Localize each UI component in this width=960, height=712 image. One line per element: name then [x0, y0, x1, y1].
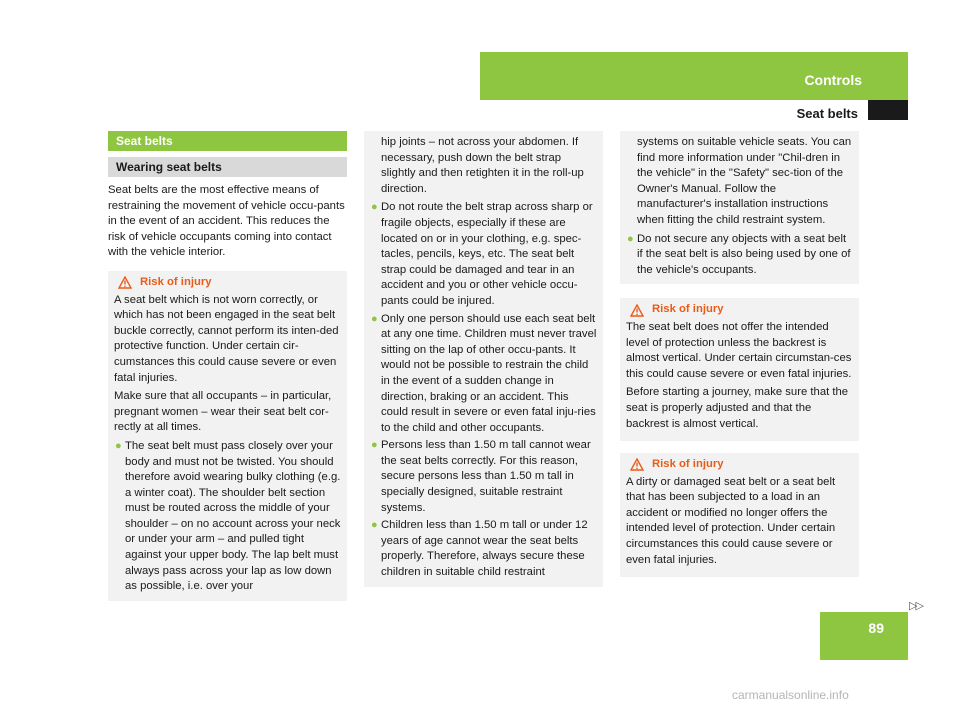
bullet-icon: ●	[115, 439, 122, 452]
bullet-icon: ●	[627, 232, 634, 245]
list-item	[626, 232, 853, 279]
list-item-text: Do not route the belt strap across sharp or fragile objects, especially if these are located on or in your clothing, e.g. spec-tacles, pencils, keys, etc. The seat belt strap could be damaged and tear in an accident and you or other vehicle occu-pants could be injured.	[381, 201, 593, 307]
warning-paragraph: Make sure that all occupants – in particular, pregnant women – wear their seat belt cor-rectly at all times.	[114, 390, 332, 434]
page-number: 89	[868, 620, 884, 636]
warning-title-text: Risk of injury	[652, 458, 724, 471]
warning-box-continued	[620, 131, 859, 284]
warning-box	[620, 453, 859, 577]
list-item-text: The seat belt must pass closely over your body and must not be twisted. You should therefore avoid wearing bulky clothing (e.g. a winter coat). The shoulder belt section must be routed across the middle of your shoulder – on no account across your neck or under your arm – and pulled tight against your upper body. The lap belt must always pass across your lap as low down as possible, i.e. over your	[125, 439, 341, 593]
warning-box-continued	[364, 131, 603, 587]
continued-text: hip joints – not across your abdomen. If necessary, push down the belt strap slightly and then retighten it in the roll-up direction.	[381, 136, 584, 195]
list-item	[114, 439, 341, 595]
warning-paragraph: A seat belt which is not worn correctly, or which has not been engaged in the seat belt buckle correctly, cannot perform its inten-ded protective function. Under certain cir-cumstances this could cause severe or even fatal injuries.	[114, 293, 339, 384]
warning-title-text: Risk of injury	[140, 275, 212, 288]
warning-title	[114, 275, 341, 291]
warning-box	[108, 271, 347, 601]
warning-title	[626, 457, 853, 473]
continue-arrows-icon: ▷▷	[909, 600, 922, 612]
page-title: Seat belts	[796, 106, 858, 121]
warning-title-text: Risk of injury	[652, 303, 724, 316]
subsection-heading: Wearing seat belts	[108, 157, 347, 177]
column-2	[364, 131, 603, 587]
warning-paragraph: Before starting a journey, make sure that the seat is properly adjusted and that the backrest is almost vertical.	[626, 386, 849, 430]
warning-paragraph: The seat belt does not offer the intended level of protection unless the backrest is almost vertical. Under certain circumstan-ces this could cause severe or even fatal injuries.	[626, 320, 852, 380]
list-item-text: Do not secure any objects with a seat belt if the seat belt is also being used by one of the vehicle's occupants.	[637, 232, 851, 276]
warning-triangle-icon	[630, 458, 644, 471]
list-item	[370, 312, 597, 437]
section-title: Controls	[804, 72, 862, 88]
watermark: carmanualsonline.info	[732, 688, 849, 702]
warning-triangle-icon	[630, 304, 644, 317]
section-heading: Seat belts	[108, 131, 347, 151]
column-3	[620, 131, 859, 577]
warning-paragraph: A dirty or damaged seat belt or a seat belt that has been subjected to a load in an accident or modified no longer offers the intended level of protection. Under certain circumstances this could cause severe or even fatal injuries.	[626, 475, 836, 566]
list-item	[370, 518, 597, 580]
header-tab-marker	[868, 100, 908, 120]
bullet-icon: ●	[371, 519, 378, 532]
bullet-icon: ●	[371, 201, 378, 214]
list-item	[370, 200, 597, 309]
list-item-text: Only one person should use each seat belt at any one time. Children must never travel sitting on the lap of other occu-pants. It would not be possible to restrain the child in the event of a sudden change in direction, braking or an accident. This could result in severe or even fatal inju-ries to the child and other occupants.	[381, 312, 597, 434]
column-1	[108, 131, 347, 601]
list-item-text: Persons less than 1.50 m tall cannot wear the seat belts correctly. For this reason, secure persons less than 1.50 m tall in specially designed, suitable restraint systems.	[381, 439, 591, 514]
bullet-icon: ●	[371, 439, 378, 452]
continued-text: systems on suitable vehicle seats. You can find more information under "Chil-dren in the vehicle" in the "Safety" sec-tion of the Owner's Manual. Follow the manufacturer's installation instructions when fitting the child restraint system.	[637, 136, 852, 226]
list-item-text: Children less than 1.50 m tall or under 12 years of age cannot wear the seat belts properly. Therefore, always secure these children in suitable child restraint	[381, 519, 588, 579]
warning-title	[626, 302, 853, 318]
warning-triangle-icon	[118, 276, 132, 289]
bullet-icon: ●	[371, 312, 378, 325]
list-item	[370, 438, 597, 516]
warning-box	[620, 298, 859, 441]
intro-paragraph: Seat belts are the most effective means of restraining the movement of vehicle occu-pants in the event of an accident. This reduces the risk of vehicle occupants coming into contact with the vehicle interior.	[108, 184, 345, 259]
